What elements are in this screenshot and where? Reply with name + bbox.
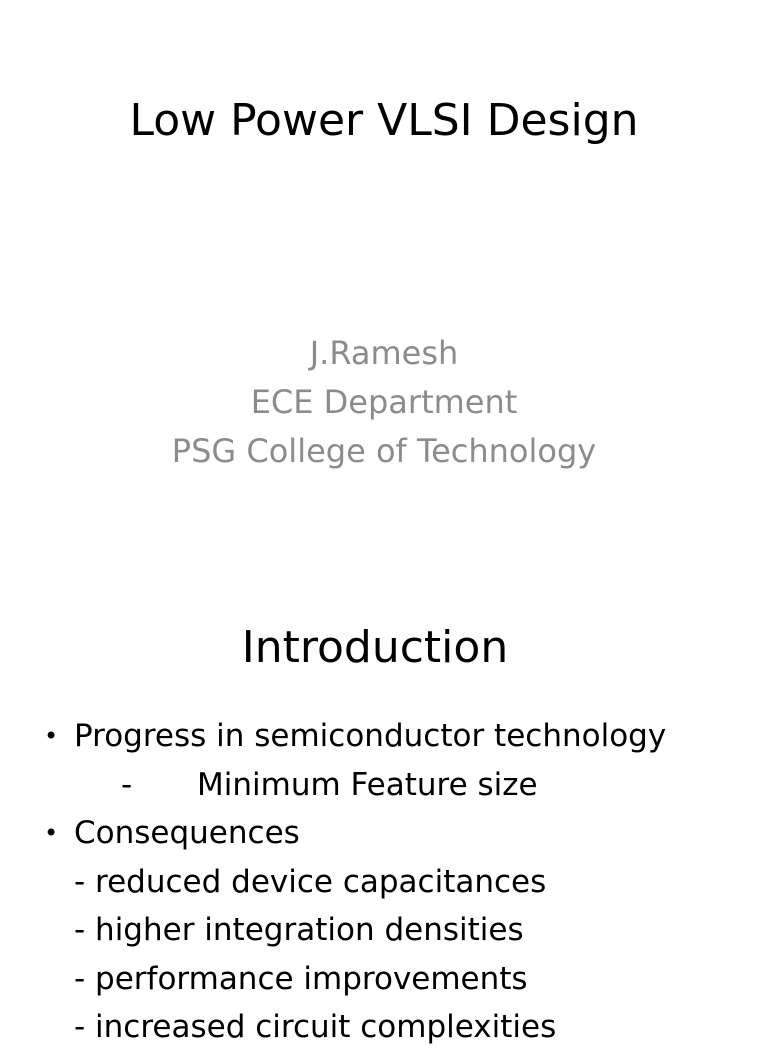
dash-marker: - bbox=[121, 766, 133, 803]
list-item bbox=[0, 955, 768, 1004]
institution-name: PSG College of Technology bbox=[171, 432, 597, 470]
list-item bbox=[0, 712, 768, 761]
consequence-item: - higher integration densities bbox=[74, 912, 524, 948]
section-heading: Introduction bbox=[241, 622, 509, 673]
bullet-text: Progress in semiconductor technology bbox=[74, 718, 667, 754]
bullet-text: Consequences bbox=[74, 815, 300, 851]
department-name: ECE Department bbox=[250, 383, 518, 421]
bullet-icon: • bbox=[44, 722, 59, 750]
list-item bbox=[0, 906, 768, 955]
list-item bbox=[0, 858, 768, 907]
author-name: J.Ramesh bbox=[309, 334, 459, 372]
bullet-list bbox=[0, 712, 768, 1052]
list-item bbox=[0, 761, 768, 810]
consequence-item: - performance improvements bbox=[74, 960, 528, 997]
list-item bbox=[0, 809, 768, 858]
list-item bbox=[0, 1003, 768, 1052]
sub-item-text: Minimum Feature size bbox=[197, 766, 538, 803]
bullet-icon: • bbox=[44, 819, 59, 847]
author-info bbox=[0, 329, 768, 476]
consequence-item: - increased circuit complexities bbox=[74, 1009, 557, 1045]
slide-title: Low Power VLSI Design bbox=[129, 95, 639, 146]
consequence-item: - reduced device capacitances bbox=[74, 863, 547, 900]
